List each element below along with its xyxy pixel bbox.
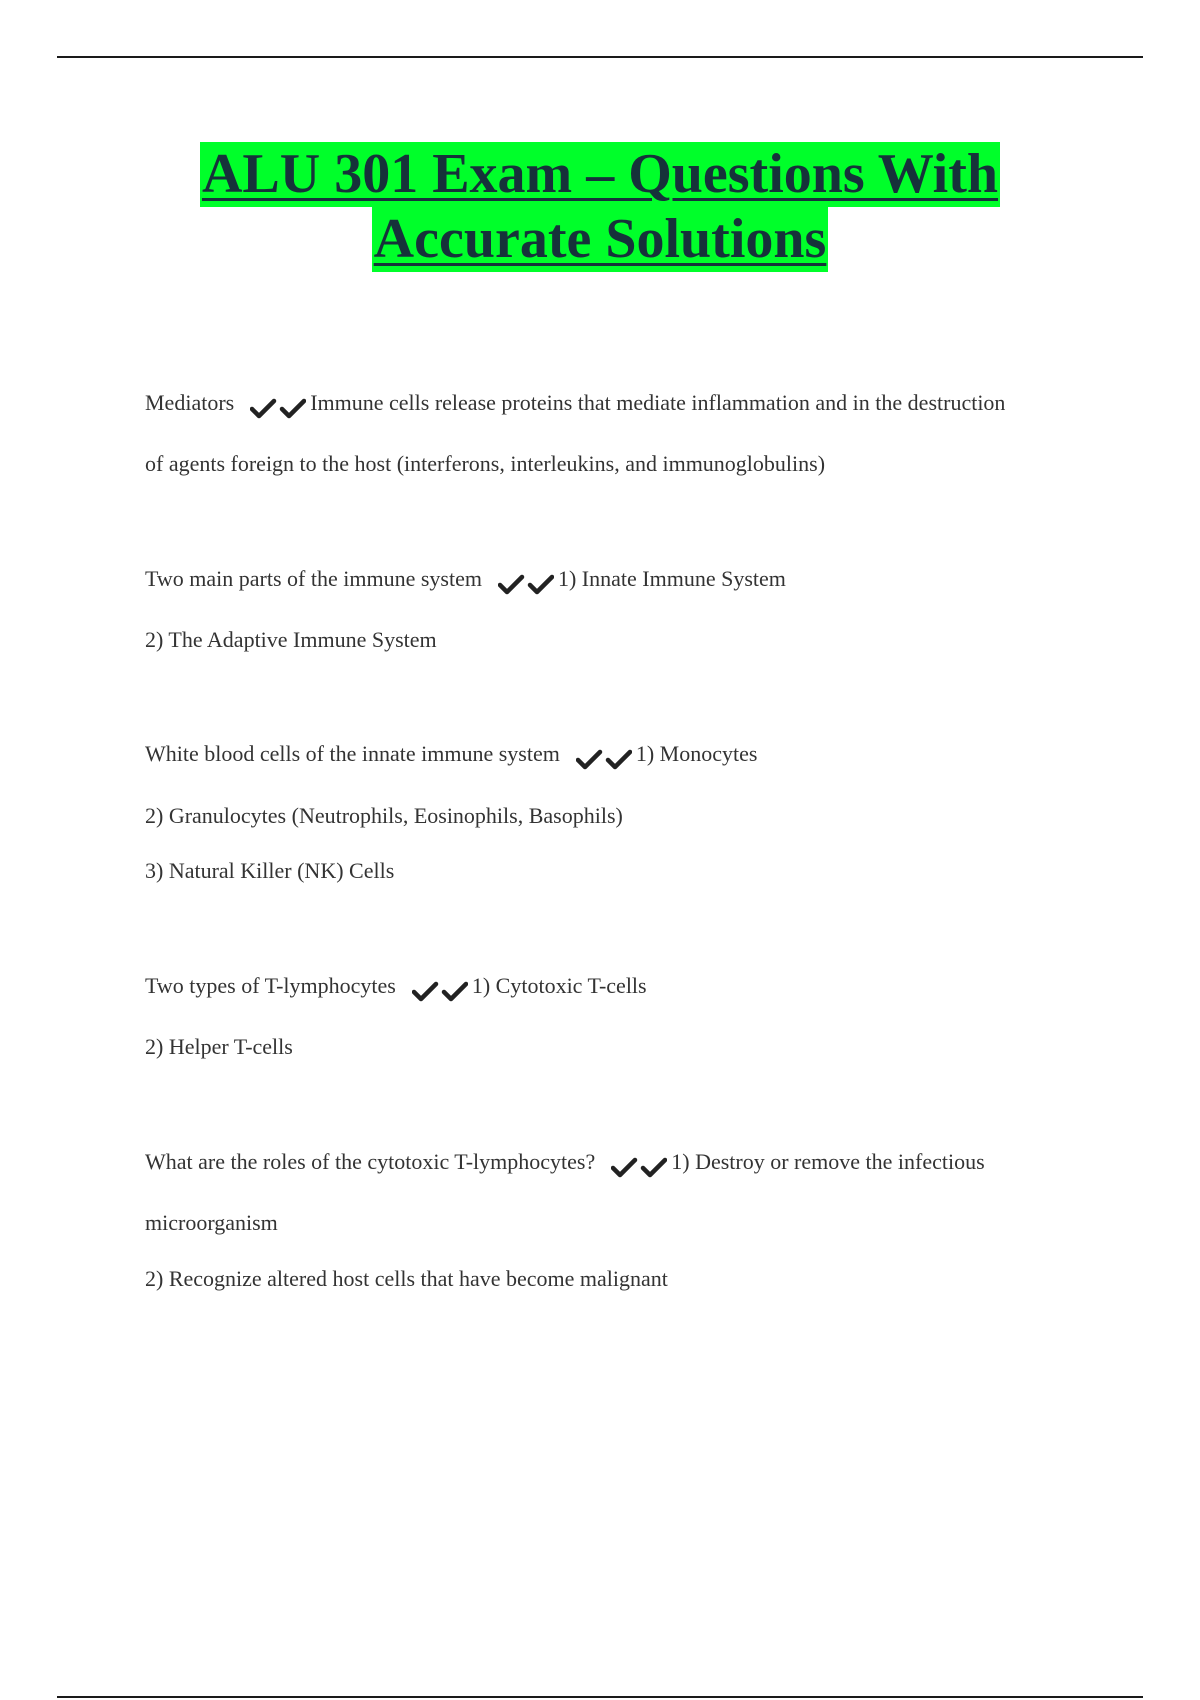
answer-text: 1) Innate Immune System [557, 566, 786, 591]
question-text: Mediators [145, 390, 235, 415]
footer-rule [57, 1696, 1143, 1698]
answer-text: 1) Monocytes [635, 741, 758, 766]
header-rule [57, 56, 1143, 58]
answer-text: 1) Cytotoxic T-cells [471, 973, 647, 998]
double-checkmark-icon [611, 1150, 667, 1180]
double-checkmark-icon [250, 391, 306, 421]
answer-text: 2) Helper T-cells [145, 1034, 293, 1059]
question-text: Two main parts of the immune system [145, 566, 482, 591]
answer-text: microorganism [145, 1210, 278, 1235]
answer-text: 2) The Adaptive Immune System [145, 627, 437, 652]
answer-text: 3) Natural Killer (NK) Cells [145, 858, 395, 883]
qa-line [145, 971, 647, 1004]
qa-line [145, 739, 757, 772]
qa-line [145, 388, 1005, 421]
question-text: What are the roles of the cytotoxic T-lymphocytes? [145, 1149, 596, 1174]
answer-text: of agents foreign to the host (interferons, interleukins, and immunoglobulins) [145, 451, 826, 476]
qa-line [145, 564, 786, 597]
answer-text: Immune cells release proteins that mediate inflammation and in the destruction [310, 390, 1006, 415]
double-checkmark-icon [412, 974, 468, 1004]
double-checkmark-icon [576, 742, 632, 772]
qa-line [145, 1147, 985, 1180]
title-line-2: Accurate Solutions [373, 208, 827, 270]
answer-text: 2) Recognize altered host cells that have become malignant [145, 1266, 668, 1291]
document-title [0, 142, 1200, 272]
question-text: Two types of T-lymphocytes [145, 973, 396, 998]
answer-text: 2) Granulocytes (Neutrophils, Eosinophils, Basophils) [145, 803, 623, 828]
title-line-1: ALU 301 Exam – Questions With [201, 143, 999, 205]
answer-text: 1) Destroy or remove the infectious [671, 1149, 985, 1174]
double-checkmark-icon [498, 567, 554, 597]
question-text: White blood cells of the innate immune system [145, 741, 560, 766]
